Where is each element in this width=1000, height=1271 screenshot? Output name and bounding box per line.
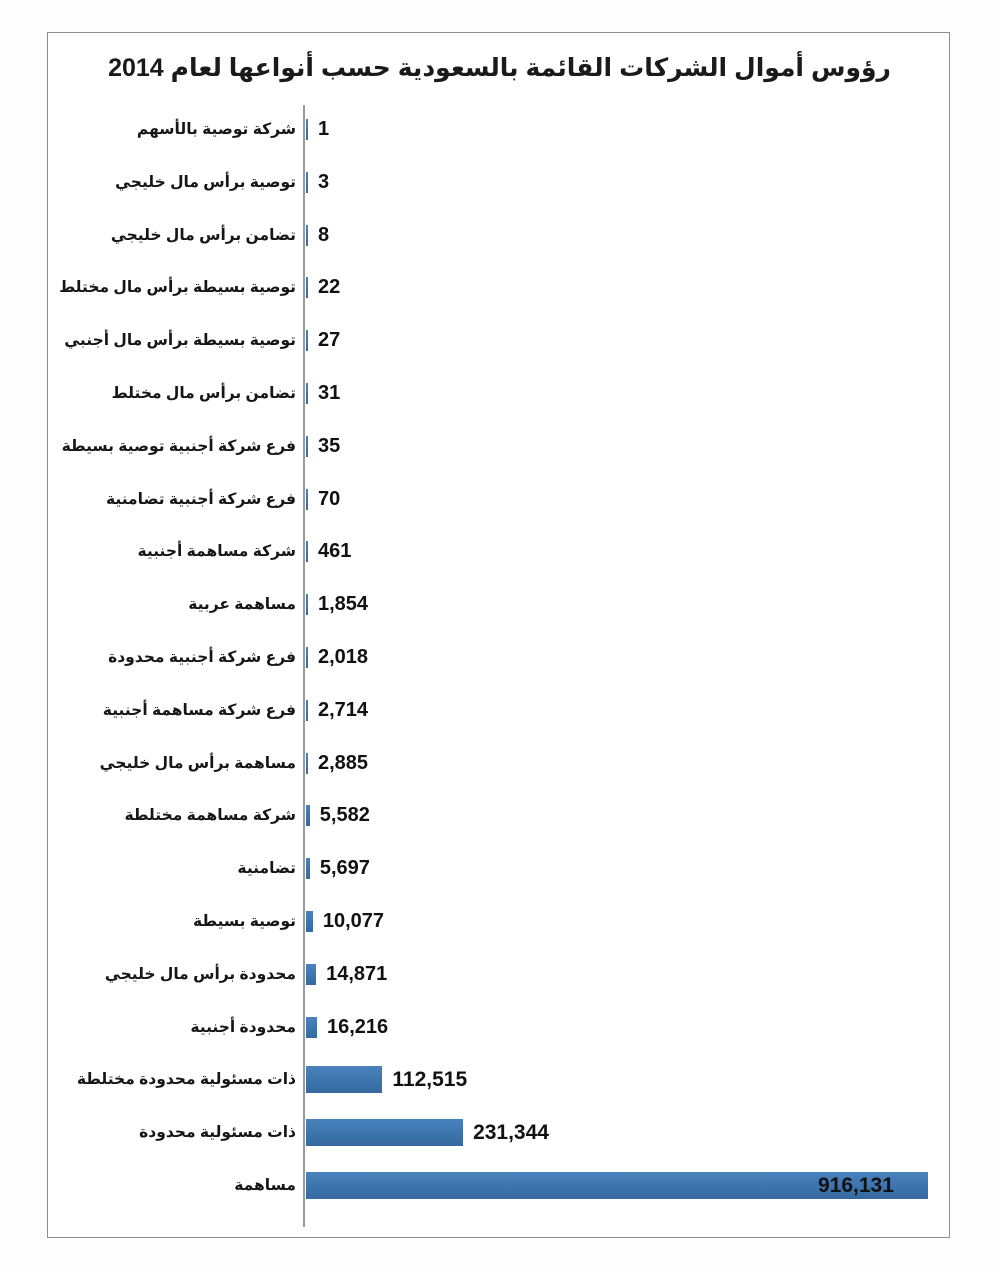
bar-value-label: 35 <box>318 434 341 457</box>
bar <box>306 647 308 668</box>
bar-row <box>48 209 951 262</box>
category-label: فرع شركة أجنبية تضامنية <box>105 490 296 508</box>
bar <box>306 383 308 404</box>
bar-value-label: 461 <box>318 540 352 563</box>
bar-row <box>48 1001 951 1054</box>
bar-row <box>48 895 951 948</box>
bar <box>306 330 308 351</box>
bar-value-label: 14,871 <box>326 962 388 985</box>
category-label: ذات مسئولية محدودة <box>139 1124 296 1142</box>
bar-value-label: 2,714 <box>318 698 369 721</box>
bar-value-label: 1,854 <box>318 593 369 616</box>
category-label: شركة مساهمة أجنبية <box>137 543 296 561</box>
category-label: تضامنية <box>237 860 296 878</box>
bar-row <box>48 1053 951 1106</box>
bar <box>306 700 308 721</box>
bar-row <box>48 578 951 631</box>
category-label: توصية برأس مال خليجي <box>115 173 296 191</box>
chart-frame <box>47 32 950 1238</box>
category-label: مساهمة برأس مال خليجي <box>99 754 296 772</box>
bar-row <box>48 1106 951 1159</box>
bar-value-label: 5,582 <box>319 804 370 827</box>
bar <box>306 964 316 985</box>
bar <box>306 225 308 246</box>
bar <box>306 594 308 615</box>
bar-value-label: 27 <box>318 329 341 352</box>
category-label: فرع شركة مساهمة أجنبية <box>102 701 296 719</box>
category-label: توصية بسيطة برأس مال أجنبي <box>64 332 296 350</box>
bar-row <box>48 525 951 578</box>
bar-value-label: 31 <box>318 382 341 404</box>
category-label: محدودة برأس مال خليجي <box>104 965 296 983</box>
bar <box>306 1119 463 1146</box>
category-label: فرع شركة أجنبية محدودة <box>108 649 296 666</box>
bar-value-label: 2,018 <box>318 646 369 668</box>
bar-row <box>48 261 951 314</box>
bar-value-label: 70 <box>318 487 341 510</box>
plot-area <box>48 101 951 1231</box>
bar-value-label: 1 <box>318 118 330 140</box>
category-label: تضامن برأس مال خليجي <box>110 226 296 244</box>
bar-row <box>48 737 951 790</box>
bar <box>306 911 313 932</box>
bar-row <box>48 156 951 209</box>
bar <box>306 805 310 826</box>
bar-row <box>48 420 951 473</box>
category-label: مساهمة عربية <box>188 596 296 614</box>
bar-row <box>48 1159 951 1212</box>
bar <box>306 489 308 510</box>
bar-row <box>48 631 951 684</box>
bar <box>306 436 308 457</box>
bar-value-label: 16,216 <box>327 1015 389 1038</box>
category-label: فرع شركة أجنبية توصية بسيطة <box>61 437 296 455</box>
category-label: شركة توصية بالأسهم <box>136 121 296 138</box>
chart-title: رؤوس أموال الشركات القائمة بالسعودية حسب أنواعها لعام 2014 <box>108 54 891 82</box>
bar <box>306 541 308 562</box>
bar-value-label: 5,697 <box>319 857 370 880</box>
category-label: ذات مسئولية محدودة مختلطة <box>76 1071 296 1089</box>
bar-row <box>48 789 951 842</box>
category-label: مساهمة <box>234 1177 296 1194</box>
category-label: توصية بسيطة <box>193 913 296 930</box>
category-label: تضامن برأس مال مختلط <box>111 385 296 402</box>
bar <box>306 119 308 140</box>
bar-row <box>48 684 951 737</box>
bar <box>306 172 308 193</box>
bar-value-label: 2,885 <box>318 751 369 774</box>
bar <box>306 858 310 879</box>
bar-value-label: 112,515 <box>392 1068 468 1092</box>
bar-value-label: 22 <box>318 276 341 299</box>
bar-value-label: 8 <box>318 223 330 246</box>
bar-value-label: 3 <box>318 170 330 193</box>
category-label: توصية بسيطة برأس مال مختلط <box>59 279 296 297</box>
bar <box>306 277 308 298</box>
bar-value-label: 916,131 <box>818 1174 894 1197</box>
category-label: شركة مساهمة مختلطة <box>124 807 296 825</box>
bar <box>306 1066 382 1093</box>
category-label: محدودة أجنبية <box>190 1018 296 1036</box>
bar <box>306 753 308 774</box>
bar-value-label: 10,077 <box>322 910 384 932</box>
bar-row <box>48 103 951 156</box>
bar-row <box>48 473 951 526</box>
bar-row <box>48 367 951 420</box>
bar-row <box>48 842 951 895</box>
bar <box>306 1017 317 1038</box>
bar-row <box>48 314 951 367</box>
bar-row <box>48 948 951 1001</box>
bar-value-label: 231,344 <box>473 1121 549 1145</box>
